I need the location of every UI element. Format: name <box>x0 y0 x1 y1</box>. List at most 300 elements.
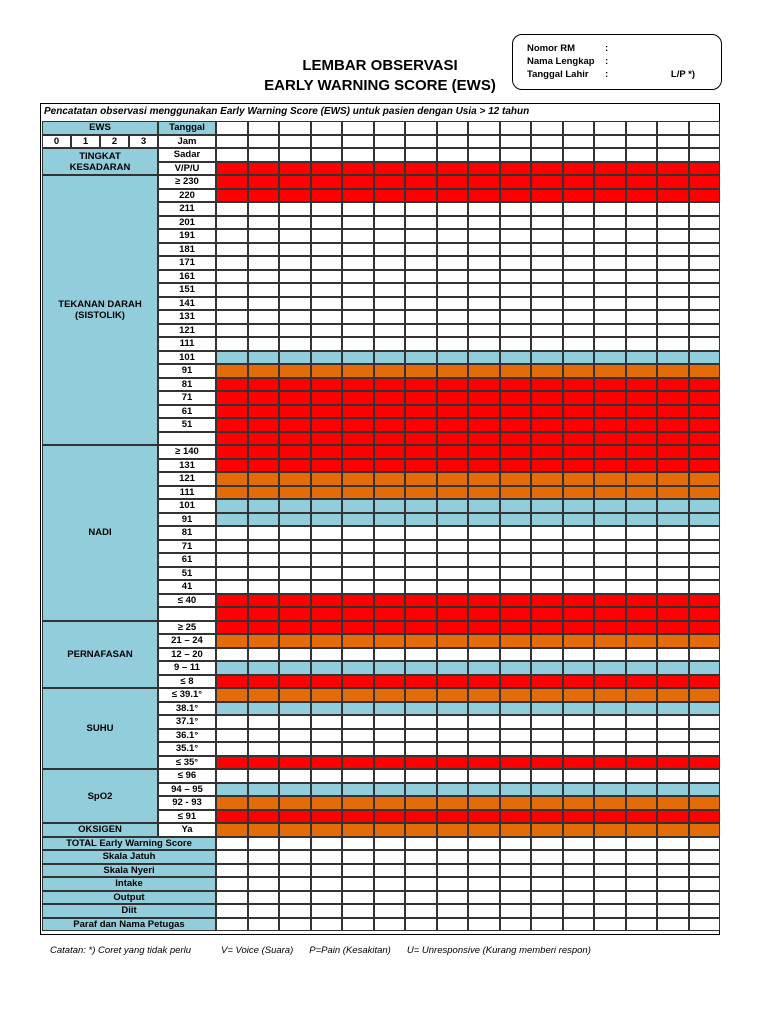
observation-cell[interactable] <box>279 580 311 594</box>
observation-cell[interactable] <box>500 405 532 419</box>
observation-cell[interactable] <box>216 216 248 230</box>
observation-cell[interactable] <box>311 783 343 797</box>
summary-input-cell[interactable] <box>248 877 280 891</box>
observation-cell[interactable] <box>311 202 343 216</box>
observation-cell[interactable] <box>594 162 626 176</box>
observation-cell[interactable] <box>248 823 280 837</box>
observation-cell[interactable] <box>500 756 532 770</box>
summary-input-cell[interactable] <box>531 904 563 918</box>
observation-cell[interactable] <box>689 405 721 419</box>
observation-cell[interactable] <box>657 675 689 689</box>
observation-cell[interactable] <box>468 472 500 486</box>
observation-cell[interactable] <box>563 688 595 702</box>
observation-cell[interactable] <box>594 202 626 216</box>
observation-cell[interactable] <box>248 702 280 716</box>
observation-cell[interactable] <box>248 553 280 567</box>
observation-cell[interactable] <box>500 553 532 567</box>
observation-cell[interactable] <box>437 405 469 419</box>
observation-cell[interactable] <box>468 459 500 473</box>
summary-input-cell[interactable] <box>500 891 532 905</box>
observation-cell[interactable] <box>342 351 374 365</box>
observation-cell[interactable] <box>657 580 689 594</box>
observation-cell[interactable] <box>248 283 280 297</box>
observation-cell[interactable] <box>248 229 280 243</box>
summary-input-cell[interactable] <box>594 877 626 891</box>
summary-input-cell[interactable] <box>311 904 343 918</box>
observation-cell[interactable] <box>216 729 248 743</box>
date-input-cell[interactable] <box>531 121 563 135</box>
observation-cell[interactable] <box>626 378 658 392</box>
observation-cell[interactable] <box>279 418 311 432</box>
observation-cell[interactable] <box>500 486 532 500</box>
observation-cell[interactable] <box>626 715 658 729</box>
observation-cell[interactable] <box>248 270 280 284</box>
observation-cell[interactable] <box>594 364 626 378</box>
observation-cell[interactable] <box>374 229 406 243</box>
observation-cell[interactable] <box>468 715 500 729</box>
observation-cell[interactable] <box>563 418 595 432</box>
observation-cell[interactable] <box>689 742 721 756</box>
observation-cell[interactable] <box>500 351 532 365</box>
time-input-cell[interactable] <box>216 135 248 149</box>
summary-input-cell[interactable] <box>216 864 248 878</box>
observation-cell[interactable] <box>374 337 406 351</box>
date-input-cell[interactable] <box>500 121 532 135</box>
summary-input-cell[interactable] <box>248 864 280 878</box>
observation-cell[interactable] <box>279 621 311 635</box>
observation-cell[interactable] <box>311 756 343 770</box>
observation-cell[interactable] <box>626 675 658 689</box>
observation-cell[interactable] <box>657 661 689 675</box>
observation-cell[interactable] <box>248 472 280 486</box>
observation-cell[interactable] <box>594 486 626 500</box>
observation-cell[interactable] <box>468 391 500 405</box>
observation-cell[interactable] <box>531 229 563 243</box>
observation-cell[interactable] <box>689 553 721 567</box>
observation-cell[interactable] <box>657 769 689 783</box>
observation-cell[interactable] <box>248 607 280 621</box>
observation-cell[interactable] <box>500 634 532 648</box>
summary-input-cell[interactable] <box>279 837 311 851</box>
observation-cell[interactable] <box>594 823 626 837</box>
observation-cell[interactable] <box>279 256 311 270</box>
observation-cell[interactable] <box>468 823 500 837</box>
observation-cell[interactable] <box>563 675 595 689</box>
observation-cell[interactable] <box>311 675 343 689</box>
observation-cell[interactable] <box>437 688 469 702</box>
observation-cell[interactable] <box>374 621 406 635</box>
observation-cell[interactable] <box>405 418 437 432</box>
observation-cell[interactable] <box>437 513 469 527</box>
observation-cell[interactable] <box>405 661 437 675</box>
observation-cell[interactable] <box>500 283 532 297</box>
observation-cell[interactable] <box>468 418 500 432</box>
observation-cell[interactable] <box>405 526 437 540</box>
summary-input-cell[interactable] <box>405 918 437 932</box>
observation-cell[interactable] <box>342 661 374 675</box>
date-input-cell[interactable] <box>689 121 721 135</box>
observation-cell[interactable] <box>657 216 689 230</box>
observation-cell[interactable] <box>531 729 563 743</box>
observation-cell[interactable] <box>405 742 437 756</box>
observation-cell[interactable] <box>531 823 563 837</box>
observation-cell[interactable] <box>216 337 248 351</box>
observation-cell[interactable] <box>594 351 626 365</box>
observation-cell[interactable] <box>374 540 406 554</box>
observation-cell[interactable] <box>216 823 248 837</box>
observation-cell[interactable] <box>563 607 595 621</box>
observation-cell[interactable] <box>405 675 437 689</box>
observation-cell[interactable] <box>500 499 532 513</box>
observation-cell[interactable] <box>248 810 280 824</box>
observation-cell[interactable] <box>657 621 689 635</box>
observation-cell[interactable] <box>594 702 626 716</box>
observation-cell[interactable] <box>531 607 563 621</box>
observation-cell[interactable] <box>500 715 532 729</box>
observation-cell[interactable] <box>500 175 532 189</box>
observation-cell[interactable] <box>594 567 626 581</box>
observation-cell[interactable] <box>216 661 248 675</box>
observation-cell[interactable] <box>468 256 500 270</box>
observation-cell[interactable] <box>248 256 280 270</box>
observation-cell[interactable] <box>342 202 374 216</box>
observation-cell[interactable] <box>216 418 248 432</box>
observation-cell[interactable] <box>657 189 689 203</box>
observation-cell[interactable] <box>531 256 563 270</box>
summary-input-cell[interactable] <box>626 904 658 918</box>
observation-cell[interactable] <box>437 769 469 783</box>
observation-cell[interactable] <box>594 405 626 419</box>
observation-cell[interactable] <box>405 445 437 459</box>
observation-cell[interactable] <box>342 364 374 378</box>
observation-cell[interactable] <box>216 229 248 243</box>
observation-cell[interactable] <box>468 364 500 378</box>
observation-cell[interactable] <box>311 283 343 297</box>
observation-cell[interactable] <box>689 769 721 783</box>
observation-cell[interactable] <box>279 243 311 257</box>
observation-cell[interactable] <box>689 270 721 284</box>
observation-cell[interactable] <box>500 823 532 837</box>
observation-cell[interactable] <box>279 202 311 216</box>
observation-cell[interactable] <box>657 391 689 405</box>
observation-cell[interactable] <box>374 310 406 324</box>
observation-cell[interactable] <box>657 148 689 162</box>
observation-cell[interactable] <box>405 553 437 567</box>
observation-cell[interactable] <box>279 472 311 486</box>
observation-cell[interactable] <box>279 513 311 527</box>
observation-cell[interactable] <box>563 364 595 378</box>
observation-cell[interactable] <box>374 810 406 824</box>
summary-input-cell[interactable] <box>437 891 469 905</box>
observation-cell[interactable] <box>374 175 406 189</box>
observation-cell[interactable] <box>216 526 248 540</box>
observation-cell[interactable] <box>563 486 595 500</box>
date-input-cell[interactable] <box>248 121 280 135</box>
observation-cell[interactable] <box>657 324 689 338</box>
observation-cell[interactable] <box>626 594 658 608</box>
observation-cell[interactable] <box>657 472 689 486</box>
observation-cell[interactable] <box>405 472 437 486</box>
observation-cell[interactable] <box>657 513 689 527</box>
summary-input-cell[interactable] <box>405 904 437 918</box>
observation-cell[interactable] <box>342 445 374 459</box>
observation-cell[interactable] <box>531 796 563 810</box>
observation-cell[interactable] <box>405 715 437 729</box>
observation-cell[interactable] <box>657 175 689 189</box>
observation-cell[interactable] <box>468 742 500 756</box>
observation-cell[interactable] <box>657 553 689 567</box>
observation-cell[interactable] <box>374 391 406 405</box>
observation-cell[interactable] <box>563 243 595 257</box>
observation-cell[interactable] <box>500 270 532 284</box>
observation-cell[interactable] <box>342 310 374 324</box>
observation-cell[interactable] <box>468 162 500 176</box>
observation-cell[interactable] <box>374 216 406 230</box>
observation-cell[interactable] <box>248 661 280 675</box>
observation-cell[interactable] <box>248 796 280 810</box>
summary-input-cell[interactable] <box>500 850 532 864</box>
observation-cell[interactable] <box>248 297 280 311</box>
observation-cell[interactable] <box>657 729 689 743</box>
observation-cell[interactable] <box>594 148 626 162</box>
observation-cell[interactable] <box>374 526 406 540</box>
observation-cell[interactable] <box>374 378 406 392</box>
observation-cell[interactable] <box>216 459 248 473</box>
observation-cell[interactable] <box>374 162 406 176</box>
observation-cell[interactable] <box>405 580 437 594</box>
observation-cell[interactable] <box>342 270 374 284</box>
observation-cell[interactable] <box>563 337 595 351</box>
summary-input-cell[interactable] <box>374 891 406 905</box>
observation-cell[interactable] <box>311 486 343 500</box>
observation-cell[interactable] <box>405 148 437 162</box>
time-input-cell[interactable] <box>437 135 469 149</box>
observation-cell[interactable] <box>279 661 311 675</box>
summary-input-cell[interactable] <box>657 850 689 864</box>
observation-cell[interactable] <box>342 189 374 203</box>
observation-cell[interactable] <box>689 216 721 230</box>
summary-input-cell[interactable] <box>468 904 500 918</box>
observation-cell[interactable] <box>342 810 374 824</box>
observation-cell[interactable] <box>531 270 563 284</box>
summary-input-cell[interactable] <box>311 850 343 864</box>
observation-cell[interactable] <box>500 526 532 540</box>
observation-cell[interactable] <box>594 243 626 257</box>
summary-input-cell[interactable] <box>657 837 689 851</box>
observation-cell[interactable] <box>500 148 532 162</box>
observation-cell[interactable] <box>279 391 311 405</box>
observation-cell[interactable] <box>342 324 374 338</box>
observation-cell[interactable] <box>594 297 626 311</box>
summary-input-cell[interactable] <box>500 864 532 878</box>
summary-input-cell[interactable] <box>342 837 374 851</box>
observation-cell[interactable] <box>279 540 311 554</box>
observation-cell[interactable] <box>563 621 595 635</box>
observation-cell[interactable] <box>689 540 721 554</box>
summary-input-cell[interactable] <box>563 837 595 851</box>
observation-cell[interactable] <box>594 391 626 405</box>
observation-cell[interactable] <box>437 148 469 162</box>
observation-cell[interactable] <box>531 661 563 675</box>
observation-cell[interactable] <box>531 148 563 162</box>
observation-cell[interactable] <box>311 621 343 635</box>
observation-cell[interactable] <box>279 378 311 392</box>
summary-input-cell[interactable] <box>311 864 343 878</box>
date-input-cell[interactable] <box>374 121 406 135</box>
observation-cell[interactable] <box>374 783 406 797</box>
observation-cell[interactable] <box>374 459 406 473</box>
observation-cell[interactable] <box>594 472 626 486</box>
observation-cell[interactable] <box>626 688 658 702</box>
observation-cell[interactable] <box>405 459 437 473</box>
summary-input-cell[interactable] <box>342 877 374 891</box>
observation-cell[interactable] <box>500 675 532 689</box>
observation-cell[interactable] <box>500 769 532 783</box>
observation-cell[interactable] <box>405 405 437 419</box>
summary-input-cell[interactable] <box>594 850 626 864</box>
observation-cell[interactable] <box>657 796 689 810</box>
observation-cell[interactable] <box>405 823 437 837</box>
observation-cell[interactable] <box>216 540 248 554</box>
observation-cell[interactable] <box>657 742 689 756</box>
summary-input-cell[interactable] <box>216 918 248 932</box>
summary-input-cell[interactable] <box>311 837 343 851</box>
observation-cell[interactable] <box>405 351 437 365</box>
observation-cell[interactable] <box>468 405 500 419</box>
observation-cell[interactable] <box>626 432 658 446</box>
observation-cell[interactable] <box>563 432 595 446</box>
observation-cell[interactable] <box>216 432 248 446</box>
observation-cell[interactable] <box>342 580 374 594</box>
observation-cell[interactable] <box>468 607 500 621</box>
observation-cell[interactable] <box>216 256 248 270</box>
observation-cell[interactable] <box>500 688 532 702</box>
observation-cell[interactable] <box>594 648 626 662</box>
observation-cell[interactable] <box>311 567 343 581</box>
observation-cell[interactable] <box>657 702 689 716</box>
observation-cell[interactable] <box>342 634 374 648</box>
observation-cell[interactable] <box>657 378 689 392</box>
observation-cell[interactable] <box>374 796 406 810</box>
observation-cell[interactable] <box>500 580 532 594</box>
observation-cell[interactable] <box>689 364 721 378</box>
date-input-cell[interactable] <box>468 121 500 135</box>
observation-cell[interactable] <box>342 688 374 702</box>
observation-cell[interactable] <box>626 702 658 716</box>
observation-cell[interactable] <box>216 405 248 419</box>
observation-cell[interactable] <box>531 756 563 770</box>
observation-cell[interactable] <box>594 256 626 270</box>
observation-cell[interactable] <box>468 229 500 243</box>
observation-cell[interactable] <box>689 526 721 540</box>
observation-cell[interactable] <box>563 513 595 527</box>
observation-cell[interactable] <box>500 567 532 581</box>
observation-cell[interactable] <box>626 229 658 243</box>
observation-cell[interactable] <box>594 540 626 554</box>
observation-cell[interactable] <box>531 810 563 824</box>
observation-cell[interactable] <box>626 175 658 189</box>
observation-cell[interactable] <box>279 297 311 311</box>
observation-cell[interactable] <box>657 783 689 797</box>
observation-cell[interactable] <box>279 162 311 176</box>
observation-cell[interactable] <box>468 283 500 297</box>
observation-cell[interactable] <box>216 756 248 770</box>
observation-cell[interactable] <box>594 634 626 648</box>
observation-cell[interactable] <box>594 189 626 203</box>
observation-cell[interactable] <box>531 202 563 216</box>
observation-cell[interactable] <box>405 378 437 392</box>
observation-cell[interactable] <box>437 364 469 378</box>
summary-input-cell[interactable] <box>531 877 563 891</box>
observation-cell[interactable] <box>563 256 595 270</box>
observation-cell[interactable] <box>626 243 658 257</box>
observation-cell[interactable] <box>216 580 248 594</box>
observation-cell[interactable] <box>531 405 563 419</box>
observation-cell[interactable] <box>374 634 406 648</box>
observation-cell[interactable] <box>657 607 689 621</box>
observation-cell[interactable] <box>531 472 563 486</box>
observation-cell[interactable] <box>657 405 689 419</box>
observation-cell[interactable] <box>311 796 343 810</box>
observation-cell[interactable] <box>500 256 532 270</box>
observation-cell[interactable] <box>216 202 248 216</box>
observation-cell[interactable] <box>531 634 563 648</box>
summary-input-cell[interactable] <box>626 850 658 864</box>
observation-cell[interactable] <box>279 499 311 513</box>
observation-cell[interactable] <box>500 540 532 554</box>
observation-cell[interactable] <box>500 445 532 459</box>
observation-cell[interactable] <box>437 580 469 594</box>
observation-cell[interactable] <box>563 148 595 162</box>
observation-cell[interactable] <box>279 675 311 689</box>
observation-cell[interactable] <box>689 189 721 203</box>
observation-cell[interactable] <box>216 378 248 392</box>
observation-cell[interactable] <box>342 391 374 405</box>
observation-cell[interactable] <box>248 162 280 176</box>
observation-cell[interactable] <box>500 418 532 432</box>
observation-cell[interactable] <box>626 445 658 459</box>
observation-cell[interactable] <box>626 526 658 540</box>
observation-cell[interactable] <box>563 702 595 716</box>
observation-cell[interactable] <box>563 189 595 203</box>
observation-cell[interactable] <box>468 445 500 459</box>
observation-cell[interactable] <box>437 621 469 635</box>
observation-cell[interactable] <box>405 513 437 527</box>
observation-cell[interactable] <box>437 634 469 648</box>
summary-input-cell[interactable] <box>531 864 563 878</box>
observation-cell[interactable] <box>342 499 374 513</box>
observation-cell[interactable] <box>216 175 248 189</box>
observation-cell[interactable] <box>657 256 689 270</box>
summary-input-cell[interactable] <box>437 904 469 918</box>
observation-cell[interactable] <box>311 297 343 311</box>
observation-cell[interactable] <box>342 648 374 662</box>
summary-input-cell[interactable] <box>374 877 406 891</box>
observation-cell[interactable] <box>248 391 280 405</box>
observation-cell[interactable] <box>531 675 563 689</box>
summary-input-cell[interactable] <box>405 891 437 905</box>
observation-cell[interactable] <box>689 702 721 716</box>
observation-cell[interactable] <box>216 486 248 500</box>
observation-cell[interactable] <box>626 742 658 756</box>
observation-cell[interactable] <box>279 486 311 500</box>
observation-cell[interactable] <box>468 270 500 284</box>
observation-cell[interactable] <box>531 297 563 311</box>
observation-cell[interactable] <box>405 432 437 446</box>
observation-cell[interactable] <box>374 567 406 581</box>
observation-cell[interactable] <box>626 472 658 486</box>
time-input-cell[interactable] <box>279 135 311 149</box>
